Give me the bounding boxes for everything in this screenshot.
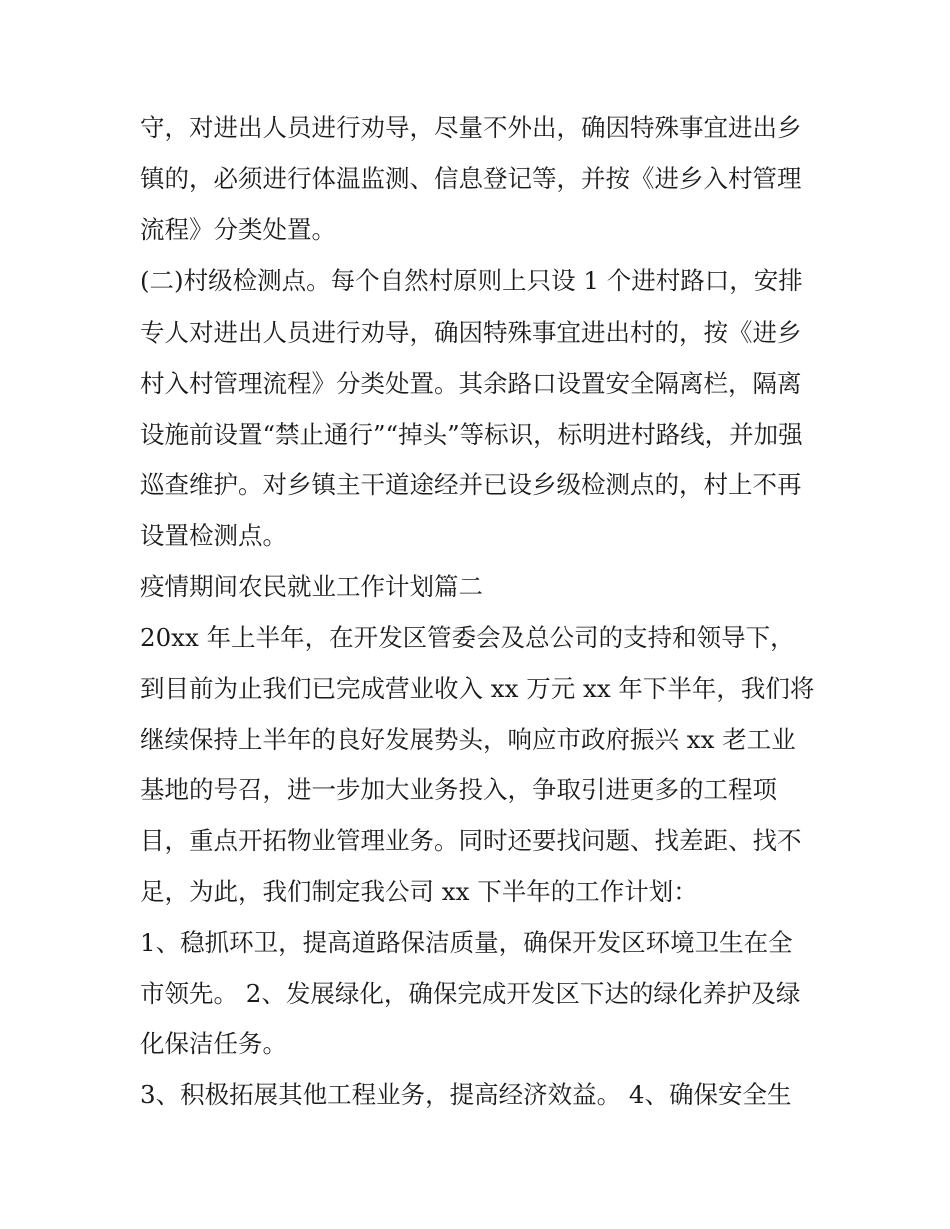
text-line-3: 流程》分类处置。 — [140, 215, 336, 244]
text-line-17: 1、稳抓环卫，提高道路保洁质量，确保开发区环境卫生在全 — [140, 928, 793, 957]
text-line-1: 守，对进出人员进行劝导，尽量不外出，确因特殊事宜进出乡 — [140, 113, 802, 142]
text-line-2: 镇的，必须进行体温监测、信息登记等，并按《进乡入村管理 — [140, 164, 802, 193]
text-line-9: 设置检测点。 — [140, 521, 287, 550]
text-line-16: 足，为此，我们制定我公司 xx 下半年的工作计划： — [140, 877, 698, 906]
text-line-18: 市领先。 2、发展绿化，确保完成开发区下达的绿化养护及绿 — [140, 979, 801, 1008]
text-line-5: 专人对进出人员进行劝导，确因特殊事宜进出村的，按《进乡 — [140, 318, 802, 347]
text-line-11: 20xx 年上半年，在开发区管委会及总公司的支持和领导下， — [140, 623, 795, 652]
text-line-13: 继续保持上半年的良好发展势头，响应市政府振兴 xx 老工业 — [140, 725, 796, 754]
section-heading: 疫情期间农民就业工作计划篇二 — [140, 572, 483, 601]
text-line-19: 化保洁任务。 — [140, 1029, 287, 1058]
text-line-15: 目，重点开拓物业管理业务。同时还要找问题、找差距、找不 — [140, 826, 802, 855]
text-line-12: 到目前为止我们已完成营业收入 xx 万元 xx 年下半年，我们将 — [140, 674, 815, 703]
text-line-6: 村入村管理流程》分类处置。其余路口设置安全隔离栏，隔离 — [140, 369, 802, 398]
text-line-20: 3、积极拓展其他工程业务，提高经济效益。 4、确保安全生 — [140, 1080, 792, 1109]
text-line-8: 巡查维护。对乡镇主干道途经并已设乡级检测点的，村上不再 — [140, 470, 802, 499]
text-line-4: (二)村级检测点。每个自然村原则上只设 1 个进村路口，安排 — [140, 266, 803, 295]
text-line-7: 设施前设置“禁止通行”“掉头”等标识，标明进村路线，并加强 — [140, 420, 803, 449]
text-line-14: 基地的号召，进一步加大业务投入，争取引进更多的工程项 — [140, 775, 777, 804]
